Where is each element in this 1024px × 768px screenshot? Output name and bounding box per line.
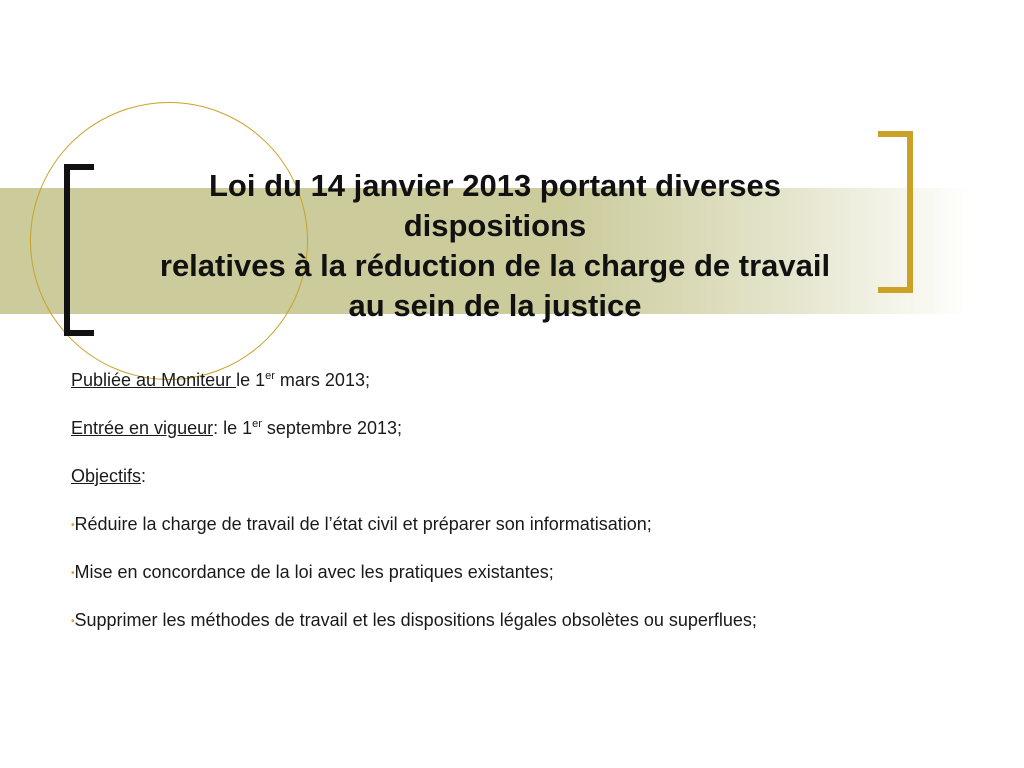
published-text-before: le 1 [236,370,266,390]
effective-line [71,416,971,464]
bullet-icon: • [71,520,75,531]
objectives-label: Objectifs [71,466,142,486]
effective-sup: er [252,418,262,430]
slide-title [100,166,890,326]
left-bracket-decoration [64,164,94,336]
bullet-item [71,560,971,608]
objectives-colon: : [141,466,147,486]
published-label: Publiée au Moniteur [71,370,237,390]
bullet-text: Supprimer les méthodes de travail et les dispositions légales obsolètes ou superflues; [74,610,757,630]
published-sup: er [265,370,275,382]
title-line-3: relatives à la réduction de la charge de travail [159,248,831,283]
bullet-item [71,512,971,560]
published-line [71,368,971,416]
title-line-2: dispositions [403,208,587,243]
effective-text-after: septembre 2013; [261,418,402,438]
effective-label: Entrée en vigueur [71,418,214,438]
title-line-1: Loi du 14 janvier 2013 portant diverses [208,168,781,203]
bullet-icon: • [71,568,75,579]
bullet-text: Mise en concordance de la loi avec les pratiques existantes; [74,562,554,582]
bullet-icon: • [71,616,75,627]
published-text-after: mars 2013; [274,370,370,390]
objectives-line [71,464,971,512]
bullet-text: Réduire la charge de travail de l’état civil et préparer son informatisation; [74,514,652,534]
slide-body [71,368,971,656]
bullet-item [71,608,971,656]
title-line-4: au sein de la justice [348,288,642,323]
effective-text-before: : le 1 [213,418,253,438]
